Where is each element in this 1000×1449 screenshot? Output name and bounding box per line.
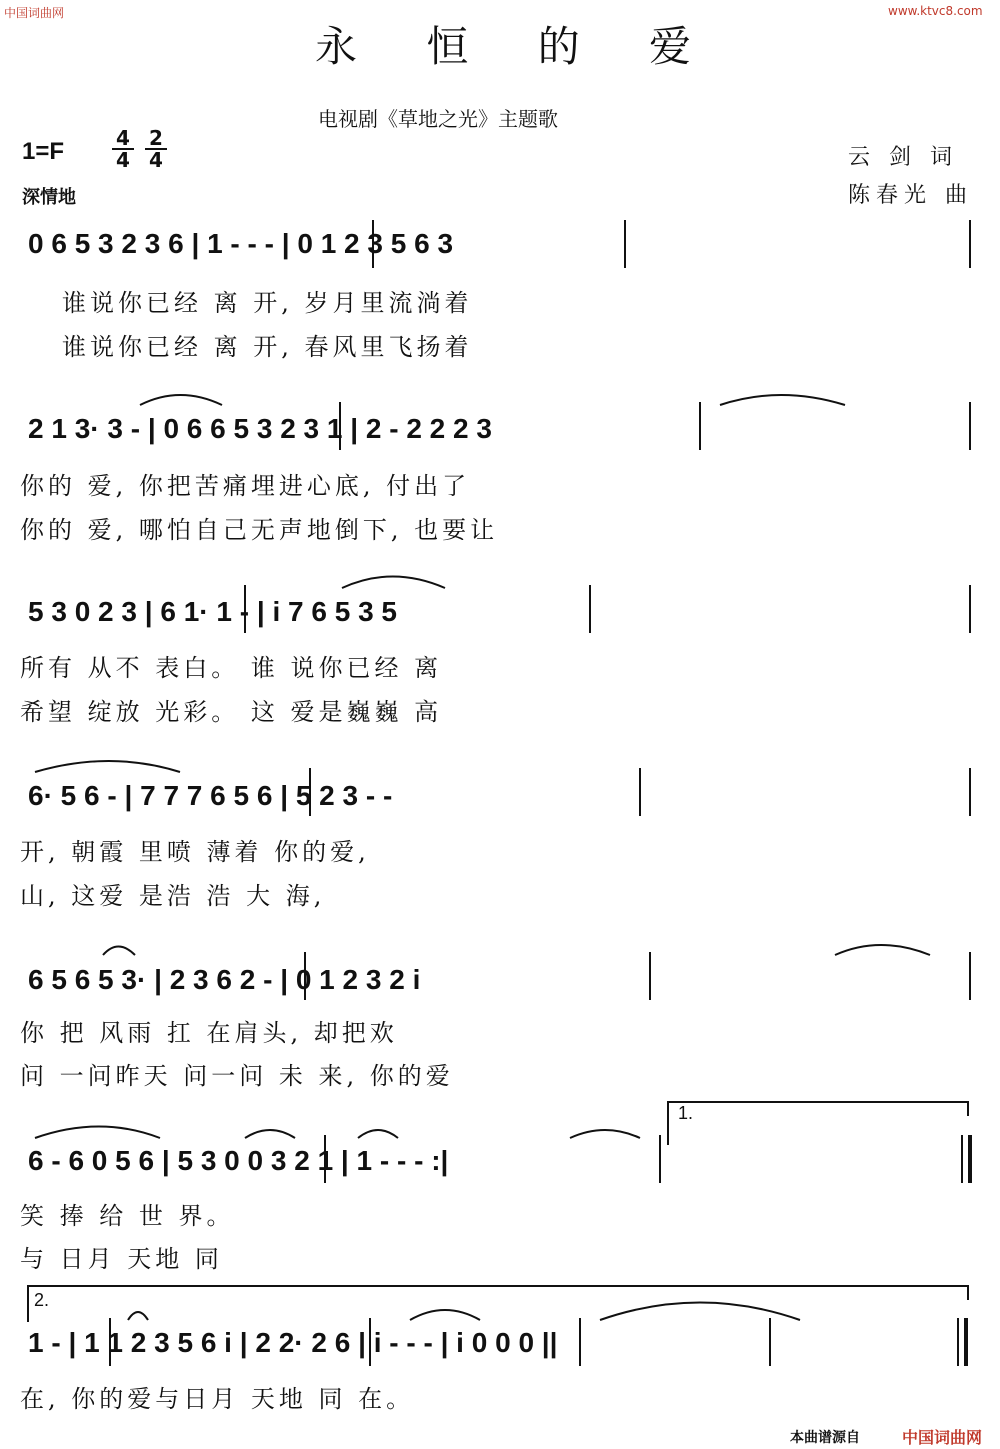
song-subtitle: 电视剧《草地之光》主题歌 <box>318 107 558 131</box>
lyric-verse1: 谁说你已经 离 开, 岁月里流淌着 <box>62 289 473 317</box>
key-signature: 1=F <box>22 138 65 165</box>
time-sig-1-top: 4 <box>112 128 134 150</box>
volta-1-label: 1. <box>678 1103 694 1123</box>
notation-row: 6 - 6 0 5 6 | 5 3 0 0 3 2 1 | 1 - - - :| <box>28 1145 449 1176</box>
lyricist-credit: 云 剑 词 <box>848 145 958 170</box>
lyric-verse2: 谁说你已经 离 开, 春风里飞扬着 <box>62 333 473 361</box>
source-site: 中国词曲网 <box>902 1428 983 1447</box>
lyric-verse1: 笑 捧 给 世 界。 <box>20 1202 235 1230</box>
lyric-verse2: 问 一问昨天 问一问 未 来, 你的爱 <box>20 1062 454 1090</box>
lyric-verse1: 你 把 风雨 扛 在肩头, 却把欢 <box>20 1019 398 1047</box>
notation-row: 0 6 5 3 2 3 6 | 1 - - - | 0 1 2 3 5 6 3 <box>28 228 454 259</box>
notation-row: 1 - | 1 1 2 3 5 6 i | 2 2· 2 6 | i - - - | i 0 0 0 || <box>28 1327 558 1358</box>
watermark-left: 中国词曲网 <box>4 6 65 20</box>
time-sig-2-bottom: 4 <box>149 148 163 172</box>
composer-credit: 陈春光 曲 <box>848 183 973 208</box>
source-label: 本曲谱源自 <box>790 1430 860 1446</box>
tempo-marking: 深情地 <box>22 187 76 208</box>
song-title: 永 恒 的 爱 <box>315 22 720 71</box>
lyric-verse2: 与 日月 天地 同 <box>20 1245 223 1273</box>
volta-2-label: 2. <box>34 1290 50 1310</box>
lyric-verse2: 你的 爱, 哪怕自己无声地倒下, 也要让 <box>20 516 499 544</box>
lyric-verse1: 你的 爱, 你把苦痛埋进心底, 付出了 <box>20 472 471 500</box>
notation-row: 2 1 3· 3 - | 0 6 6 5 3 2 3 1 | 2 - 2 2 2 3 <box>28 413 492 444</box>
time-sig-1-bottom: 4 <box>116 148 130 172</box>
lyric-verse2: 山, 这爱 是浩 浩 大 海, <box>20 882 326 910</box>
notation-row: 6· 5 6 - | 7 7 7 6 5 6 | 5 2 3 - - <box>28 780 393 811</box>
notation-row: 6 5 6 5 3· | 2 3 6 2 - | 0 1 2 3 2 i <box>28 964 421 995</box>
notation-row: 5 3 0 2 3 | 6 1· 1 - | i 7 6 5 3 5 <box>28 596 398 627</box>
lyric-verse1: 所有 从不 表白。 谁 说你已经 离 <box>20 654 443 682</box>
watermark-right: www.ktvc8.com <box>888 4 983 18</box>
lyric-verse1: 在, 你的爱与日月 天地 同 在。 <box>20 1385 415 1413</box>
time-sig-2-top: 2 <box>145 128 167 150</box>
lyric-verse2: 希望 绽放 光彩。 这 爱是巍巍 高 <box>20 698 443 726</box>
lyric-verse1: 开, 朝霞 里喷 薄着 你的爱, <box>20 838 370 866</box>
